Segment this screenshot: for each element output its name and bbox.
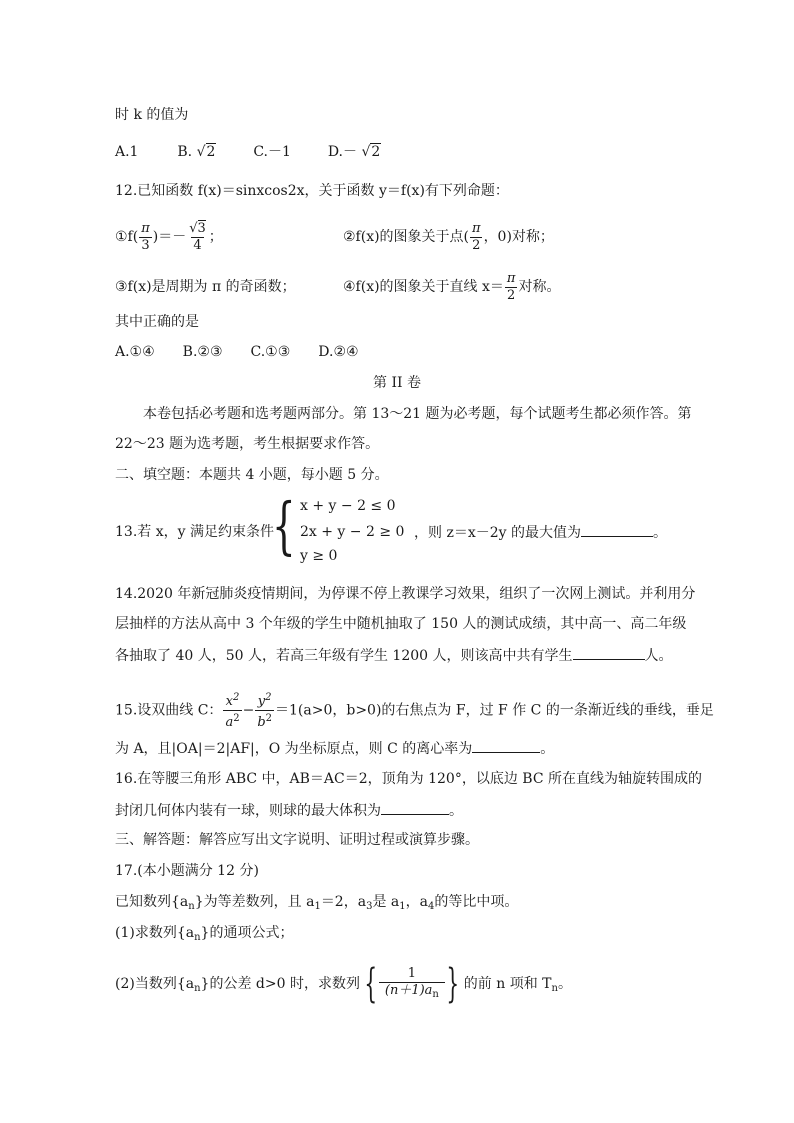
section-3-heading: 三、解答题：解答应写出文字说明、证明过程或演算步骤。	[115, 832, 479, 848]
fill-in-heading: 二、填空题：本题共 4 小题，每小题 5 分。	[115, 467, 389, 483]
q12-proposition-2: ②f(x)的图象关于点( $\frac{\pi}{2}$ ，0)对称；	[343, 220, 554, 253]
sqrt-symbol: √2	[196, 144, 216, 160]
q17-part-1: (1)求数列$\{a_n\}$的通项公式；	[115, 925, 294, 943]
section-2-title: 第 II 卷	[373, 375, 421, 391]
q13-constraint-3: y ≥ 0	[300, 548, 338, 564]
q17-stem: 已知数列$\{a_n\}$为等差数列，且 $a_1=2$，$a_3$是 $a_1$，$a_4$的等比中项。	[115, 894, 519, 912]
answer-blank[interactable]	[581, 522, 653, 537]
q12-which: 其中正确的是	[115, 314, 199, 330]
q14-line-2: 层抽样的方法从高中 3 个年级的学生中随机抽取了 150 人的测试成绩，其中高一、高二年级	[115, 616, 687, 632]
q17-title: 17.(本小题满分 12 分)	[115, 863, 259, 879]
q13-constraint-1: x + y − 2 ≤ 0	[300, 498, 396, 514]
answer-blank[interactable]	[472, 738, 540, 753]
q17-part-2: (2)当数列$\{a_n\}$的公差 d>0 时，求数列 { $\frac{1}{(n+1)a_n}$ } 的前 n 项和 $T_n$。	[115, 961, 572, 1007]
q11-option-c: C.－1	[253, 144, 291, 160]
left-brace-icon: {	[272, 489, 296, 562]
q12-proposition-3: ③f(x)是周期为 π 的奇函数；	[115, 279, 296, 295]
answer-blank[interactable]	[381, 800, 449, 815]
right-brace-icon: }	[446, 961, 459, 1007]
q14-line-1: 14.2020 年新冠肺炎疫情期间，为停课不停上教课学习效果，组织了一次网上测试。并利用分	[115, 586, 696, 602]
left-brace-icon: {	[364, 961, 378, 1007]
q11-option-a: A.1	[115, 144, 139, 160]
q12-proposition-4: ④f(x)的图象关于直线 x＝ $\frac{\pi}{2}$ 对称。	[343, 270, 561, 303]
q11-option-d: D.－	[327, 144, 357, 160]
q13-prefix: 13.若 x，y 满足约束条件	[115, 524, 274, 540]
section-2-intro-line-2: 22～23 题为选考题，考生根据要求作答。	[115, 436, 380, 452]
q14-line-3: 各抽取了 40 人，50 人，若高三年级有学生 1200 人，则该高中共有学生 人。	[115, 645, 673, 666]
section-2-intro-line-1: 本卷包括必考题和选考题两部分。第 13～21 题为必考题，每个试题考生都必须作答。第	[143, 406, 692, 422]
q16-line-2: 封闭几何体内装有一球，则球的最大体积为 。	[115, 800, 463, 821]
sqrt-symbol: √2	[361, 144, 381, 160]
q12-stem: 12.已知函数 f(x)＝sinxcos2x，关于函数 y＝f(x)有下列命题：	[115, 183, 509, 199]
q15-line-2: 为 A，且|OA|＝2|AF|，O 为坐标原点，则 C 的离心率为 。	[115, 738, 554, 759]
q12-proposition-1: ①f( $\frac{\pi}{3}$ )＝－ $\frac{√3}{4}$ ；	[115, 220, 223, 253]
q15-line-1: 15.设双曲线 C： $\frac{x^2}{a^2}$ − $\frac{y^2}{b^2}$ ＝1(a>0，b>0)的右焦点为 F，过 F 作 C 的一条渐近线的垂线，垂足	[115, 692, 714, 730]
q13-question: ，则 z＝x－2y 的最大值为 。	[414, 522, 667, 543]
q12-options: A.①④ B.②③ C.①③ D.②④	[115, 344, 359, 360]
q13-constraint-2: 2x + y − 2 ≥ 0	[300, 524, 405, 540]
q11-tail: 时 k 的值为	[115, 107, 189, 123]
q16-line-1: 16.在等腰三角形 ABC 中，AB＝AC＝2，顶角为 120°，以底边 BC 所在直线为轴旋转围成的	[115, 771, 702, 787]
q11-options	[115, 142, 381, 162]
answer-blank[interactable]	[573, 645, 645, 660]
q11-option-b: B.	[177, 144, 193, 160]
